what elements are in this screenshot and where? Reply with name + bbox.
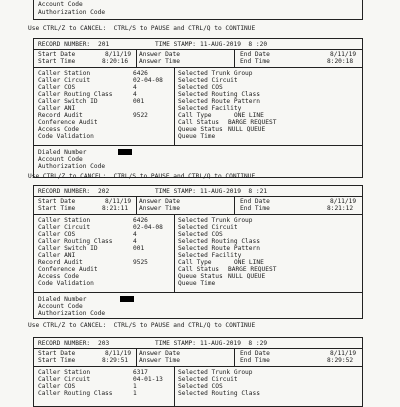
caller-switch-id-value: 001 — [133, 98, 145, 105]
call-type-label: Call Type — [178, 259, 212, 266]
time-stamp-value: 11-AUG-2019 8 :29 — [200, 340, 268, 347]
caller-circuit-value: 02-04-08 — [133, 224, 163, 231]
call-type-value: ONE LINE — [234, 112, 264, 119]
record-audit-label: Record Audit — [38, 112, 83, 119]
record-number-label: RECORD NUMBER: — [38, 340, 91, 347]
caller-cos-value: 4 — [133, 231, 137, 238]
caller-switch-id-label: Caller Switch ID — [38, 98, 98, 105]
caller-station-value: 6317 — [133, 369, 148, 376]
selected-circuit-label: Selected Circuit — [178, 376, 238, 383]
selected-circuit-label: Selected Circuit — [178, 224, 238, 231]
caller-cos-value: 1 — [133, 383, 137, 390]
time-stamp-label: TIME STAMP: — [155, 41, 196, 48]
time-stamp-value: 11-AUG-2019 8 :21 — [200, 188, 268, 195]
selected-trunk-group-label: Selected Trunk Group — [178, 70, 253, 77]
call-type-label: Call Type — [178, 112, 212, 119]
queue-status-value: NULL QUEUE — [228, 273, 266, 280]
end-time-value: 8:29:52 — [327, 357, 354, 364]
time-stamp-label: TIME STAMP: — [155, 188, 196, 195]
caller-station-value: 6426 — [133, 217, 148, 224]
conference-audit-label: Conference Audit — [38, 119, 98, 126]
answer-date-label: Answer Date — [139, 350, 180, 357]
caller-cos-label: Caller COS — [38, 383, 76, 390]
selected-trunk-group-label: Selected Trunk Group — [178, 369, 253, 376]
caller-cos-value: 4 — [133, 84, 137, 91]
selected-route-pattern-label: Selected Route Pattern — [178, 245, 260, 252]
conference-audit-label: Conference Audit — [38, 266, 98, 273]
time-stamp-value: 11-AUG-2019 8 :20 — [200, 41, 268, 48]
record-audit-label: Record Audit — [38, 259, 83, 266]
cancel-line-3: Use CTRL/Z to CANCEL: CTRL/S to PAUSE and CTRL/Q to CONTINUE — [28, 322, 256, 329]
dialed-number-label: Dialed Number — [38, 296, 87, 303]
caller-circuit-value: 02-04-08 — [133, 77, 163, 84]
end-date-value: 8/11/19 — [330, 350, 357, 357]
queue-status-label: Queue Status — [178, 273, 223, 280]
caller-routing-class-label: Caller Routing Class — [38, 91, 113, 98]
end-time-value: 8:20:18 — [327, 58, 354, 65]
selected-cos-label: Selected COS — [178, 84, 223, 91]
start-time-label: Start Time — [38, 357, 76, 364]
start-date-label: Start Date — [38, 350, 76, 357]
caller-station-value: 6426 — [133, 70, 148, 77]
queue-time-label: Queue Time — [178, 280, 216, 287]
end-date-label: End Date — [240, 350, 270, 357]
caller-station-label: Caller Station — [38, 369, 91, 376]
caller-switch-id-label: Caller Switch ID — [38, 245, 98, 252]
caller-cos-label: Caller COS — [38, 231, 76, 238]
start-time-value: 8:21:11 — [102, 205, 129, 212]
call-status-label: Call Status — [178, 119, 219, 126]
answer-time-label: Answer Time — [139, 205, 180, 212]
call-status-value: BARGE REQUEST — [228, 119, 277, 126]
start-date-value: 8/11/19 — [105, 350, 132, 357]
selected-facility-label: Selected Facility — [178, 105, 242, 112]
caller-station-label: Caller Station — [38, 217, 91, 224]
end-date-value: 8/11/19 — [330, 51, 357, 58]
start-time-label: Start Time — [38, 205, 76, 212]
end-date-label: End Date — [240, 51, 270, 58]
caller-routing-class-value: 4 — [133, 238, 137, 245]
start-date-label: Start Date — [38, 51, 76, 58]
start-date-label: Start Date — [38, 198, 76, 205]
call-type-value: ONE LINE — [234, 259, 264, 266]
authorization-code-label: Authorization Code — [38, 163, 106, 170]
caller-circuit-label: Caller Circuit — [38, 376, 91, 383]
caller-circuit-label: Caller Circuit — [38, 77, 91, 84]
start-time-value: 8:29:51 — [102, 357, 129, 364]
answer-date-label: Answer Date — [139, 51, 180, 58]
caller-routing-class-label: Caller Routing Class — [38, 390, 113, 397]
record-number-label: RECORD NUMBER: — [38, 41, 91, 48]
end-date-value: 8/11/19 — [330, 198, 357, 205]
caller-routing-class-value: 4 — [133, 91, 137, 98]
caller-routing-class-label: Caller Routing Class — [38, 238, 113, 245]
selected-cos-label: Selected COS — [178, 231, 223, 238]
selected-facility-label: Selected Facility — [178, 252, 242, 259]
call-status-label: Call Status — [178, 266, 219, 273]
end-date-label: End Date — [240, 198, 270, 205]
start-date-value: 8/11/19 — [105, 51, 132, 58]
top-account-code: Account Code — [38, 1, 83, 8]
caller-ani-label: Caller ANI — [38, 105, 76, 112]
redaction-bar — [118, 149, 132, 155]
selected-cos-label: Selected COS — [178, 383, 223, 390]
answer-time-label: Answer Time — [139, 58, 180, 65]
time-stamp-label: TIME STAMP: — [155, 340, 196, 347]
record-audit-value: 9525 — [133, 259, 148, 266]
selected-trunk-group-label: Selected Trunk Group — [178, 217, 253, 224]
caller-station-label: Caller Station — [38, 70, 91, 77]
start-time-label: Start Time — [38, 58, 76, 65]
cancel-line-1: Use CTRL/Z to CANCEL: CTRL/S to PAUSE and CTRL/Q to CONTINUE — [28, 25, 256, 32]
selected-routing-class-label: Selected Routing Class — [178, 91, 260, 98]
queue-time-label: Queue Time — [178, 133, 216, 140]
caller-routing-class-value: 1 — [133, 390, 137, 397]
start-time-value: 8:20:16 — [102, 58, 129, 65]
account-code-label: Account Code — [38, 156, 83, 163]
cancel-line-2: Use CTRL/Z to CANCEL: CTRL/S to PAUSE and CTRL/Q to CONTINUE — [28, 173, 256, 180]
answer-time-label: Answer Time — [139, 357, 180, 364]
caller-circuit-value: 04-01-13 — [133, 376, 163, 383]
code-validation-label: Code Validation — [38, 280, 94, 287]
start-date-value: 8/11/19 — [105, 198, 132, 205]
record-number-value: 203 — [98, 340, 110, 347]
caller-switch-id-value: 001 — [133, 245, 145, 252]
end-time-label: End Time — [240, 357, 270, 364]
selected-route-pattern-label: Selected Route Pattern — [178, 98, 260, 105]
dialed-number-label: Dialed Number — [38, 149, 87, 156]
end-time-label: End Time — [240, 205, 270, 212]
queue-status-value: NULL QUEUE — [228, 126, 266, 133]
account-code-label: Account Code — [38, 303, 83, 310]
end-time-label: End Time — [240, 58, 270, 65]
caller-circuit-label: Caller Circuit — [38, 224, 91, 231]
end-time-value: 8:21:12 — [327, 205, 354, 212]
record-audit-value: 9522 — [133, 112, 148, 119]
access-code-label: Access Code — [38, 273, 79, 280]
authorization-code-label: Authorization Code — [38, 310, 106, 317]
caller-cos-label: Caller COS — [38, 84, 76, 91]
queue-status-label: Queue Status — [178, 126, 223, 133]
record-number-value: 201 — [98, 41, 110, 48]
code-validation-label: Code Validation — [38, 133, 94, 140]
record-number-value: 202 — [98, 188, 110, 195]
call-status-value: BARGE REQUEST — [228, 266, 277, 273]
redaction-bar — [120, 296, 134, 302]
top-authorization-code: Authorization Code — [38, 9, 106, 16]
selected-routing-class-label: Selected Routing Class — [178, 238, 260, 245]
record-number-label: RECORD NUMBER: — [38, 188, 91, 195]
selected-circuit-label: Selected Circuit — [178, 77, 238, 84]
caller-ani-label: Caller ANI — [38, 252, 76, 259]
selected-routing-class-label: Selected Routing Class — [178, 390, 260, 397]
access-code-label: Access Code — [38, 126, 79, 133]
answer-date-label: Answer Date — [139, 198, 180, 205]
